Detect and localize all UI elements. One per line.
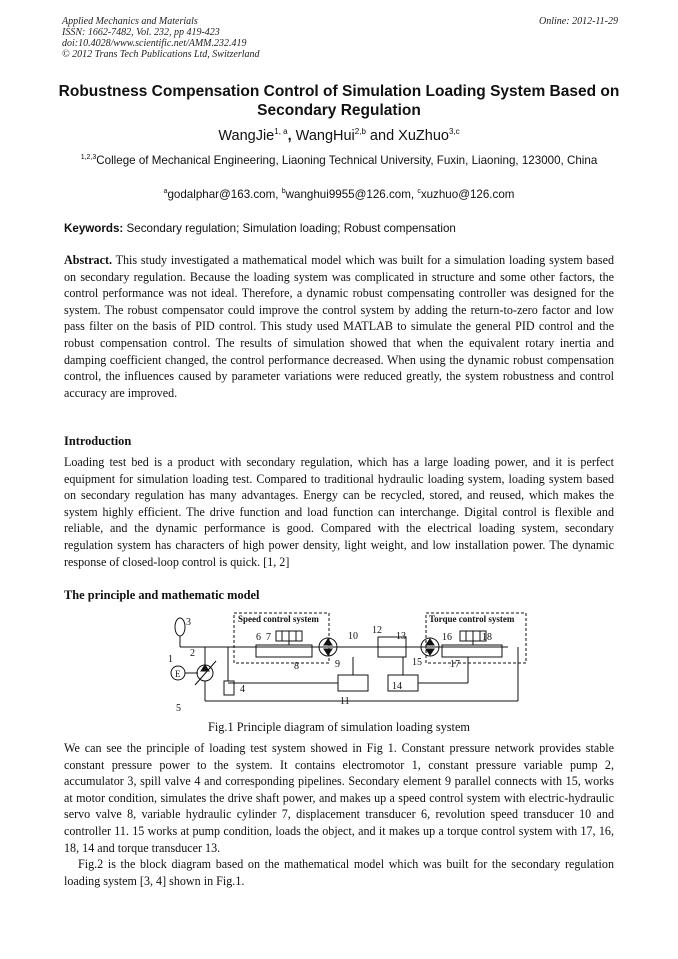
email-link[interactable]: wanghui9955@126.com xyxy=(285,187,411,201)
online-date: Online: 2012-11-29 xyxy=(539,16,618,27)
affiliation xyxy=(60,150,618,168)
torque-control-label: Torque control system xyxy=(429,614,515,624)
journal-name: Applied Mechanics and Materials xyxy=(62,16,198,27)
affiliation-text: College of Mechanical Engineering, Liaoning Technical University, Fuxin, Liaoning, 123000, China xyxy=(96,153,598,167)
email-mark: b xyxy=(281,188,286,195)
component-number: 2 xyxy=(190,648,195,659)
figure-caption: Fig.1 Principle diagram of simulation loading system xyxy=(208,720,470,734)
component-number: 15 xyxy=(412,657,422,668)
email-mark: a xyxy=(163,188,168,195)
principle-paragraph: We can see the principle of loading test system showed in Fig 1. Constant pressure network provides stable constant pressure power to the system. It contains electromotor 1, constant pressure variable pump 2, accumulator 3, spill valve 4 and corresponding pipelines. Secondary element 9 parallel connects with 15, works at motor condition, simulates the drive shaft power, and makes up a speed control system with electric-hydraulic servo valve 8, variable hydraulic cylinder 7, displacement transducer 6, revolution speed transducer 10 and controller 11. 15 works at pump condition, loads the object, and it makes up a torque control system with 17, 16, 18, 14 and torque transducer 13. xyxy=(64,741,614,855)
component-number: 11 xyxy=(340,696,350,707)
introduction-text: Loading test bed is a product with secondary regulation, which has a large loading power, and it is perfect equipment for simulation loading test. Compared to traditional hydraulic loading system, loading system based on secondary regulation has many advantages. Energy can be recycled, stored, and reused, which makes the system highly efficient. The drive function and load function can interchange. Digital control is flexible and reliable, and the dynamic performance is good. Compared with the electrical loading system, secondary regulation system has characters of high power density, light weight, and low installation power. The dynamic response of closed-loop control is quick. [1, 2] xyxy=(64,455,614,569)
component-number: 1 xyxy=(168,654,173,665)
component-number: 17 xyxy=(450,659,460,670)
affiliation-mark: 1,2,3 xyxy=(80,154,97,161)
author-affil-mark: 3,c xyxy=(448,127,460,136)
component-number: 4 xyxy=(240,684,245,695)
component-number: 12 xyxy=(372,625,382,636)
component-number: 5 xyxy=(176,703,181,714)
introduction-heading: Introduction xyxy=(64,434,132,448)
author-separator: , xyxy=(287,127,296,144)
author-separator: and xyxy=(365,127,399,144)
component-number: 10 xyxy=(348,631,358,642)
controller-11 xyxy=(338,675,368,691)
copyright-line: © 2012 Trans Tech Publications Ltd, Switzerland xyxy=(62,49,260,60)
issn-line: ISSN: 1662-7482, Vol. 232, pp 419-423 xyxy=(62,27,220,38)
component-number: 7 xyxy=(266,632,271,643)
principle-paragraph-2: Fig.2 is the block diagram based on the mathematical model which was built for the secondary regulation loading system [3, 4] shown in Fig.1. xyxy=(64,857,614,888)
email-link[interactable]: xuzhuo@126.com xyxy=(420,187,515,201)
keywords-label: Keywords: xyxy=(64,222,124,235)
accumulator-symbol xyxy=(175,618,185,636)
component-number: 18 xyxy=(482,632,492,643)
principle-heading: The principle and mathematic model xyxy=(64,588,260,602)
component-number: 9 xyxy=(335,659,340,670)
speed-control-label: Speed control system xyxy=(238,614,319,624)
abstract xyxy=(64,252,614,401)
abstract-label: Abstract. xyxy=(64,253,113,267)
keywords xyxy=(64,221,618,236)
figure-principle-diagram xyxy=(168,609,528,714)
journal-header xyxy=(62,16,618,60)
component-number: 6 xyxy=(256,632,261,643)
component-number: 13 xyxy=(396,631,406,642)
component-number: 16 xyxy=(442,632,452,643)
abstract-text: This study investigated a mathematical model which was built for a simulation loading system based on secondary regulation. Because the loading system was complicated in structure and some other factors, the control performance was not ideal. Therefore, a dynamic robust compensating controller was designed for the system. The robust compensator could improve the control system by adding the return-to-zero factor and low pass filter on the basis of PID control. This study used MATLAB to simulate the general PID control and the robust compensation control. The results of simulation showed that when the equivalent rotary inertia and damping coefficient changed, the control performance decreased. When using the dynamic robust compensation control, the influences caused by parameter variations were reduced greatly, the system robustness and control accuracy are improved. xyxy=(64,253,614,400)
component-number: 14 xyxy=(392,681,402,692)
paper-title: Robustness Compensation Control of Simulation Loading System Based on Secondary Regulation xyxy=(58,83,620,119)
author-name: WangHui xyxy=(295,127,355,144)
component-number: 8 xyxy=(294,661,299,672)
email-line: $^a$godalphar@163.com, $^b$wanghui9955@126.com, $^c$xuzhuo@126.com xyxy=(163,187,515,201)
keywords-text: Secondary regulation; Simulation loading; Robust compensation xyxy=(126,222,456,235)
author-affil-mark: 2,b xyxy=(354,127,366,136)
author-affil-mark: 1, a xyxy=(274,127,288,136)
motor-symbol-letter: E xyxy=(175,669,181,679)
email-mark: c xyxy=(417,188,421,195)
component-number: 3 xyxy=(186,617,191,628)
author-line xyxy=(40,123,638,145)
author-name: WangJie xyxy=(218,127,275,144)
hydraulic-schematic xyxy=(168,609,528,714)
author-name: XuZhuo xyxy=(398,127,449,144)
doi-line: doi:10.4028/www.scientific.net/AMM.232.419 xyxy=(62,38,247,49)
email-link[interactable]: godalphar@163.com xyxy=(167,187,276,201)
